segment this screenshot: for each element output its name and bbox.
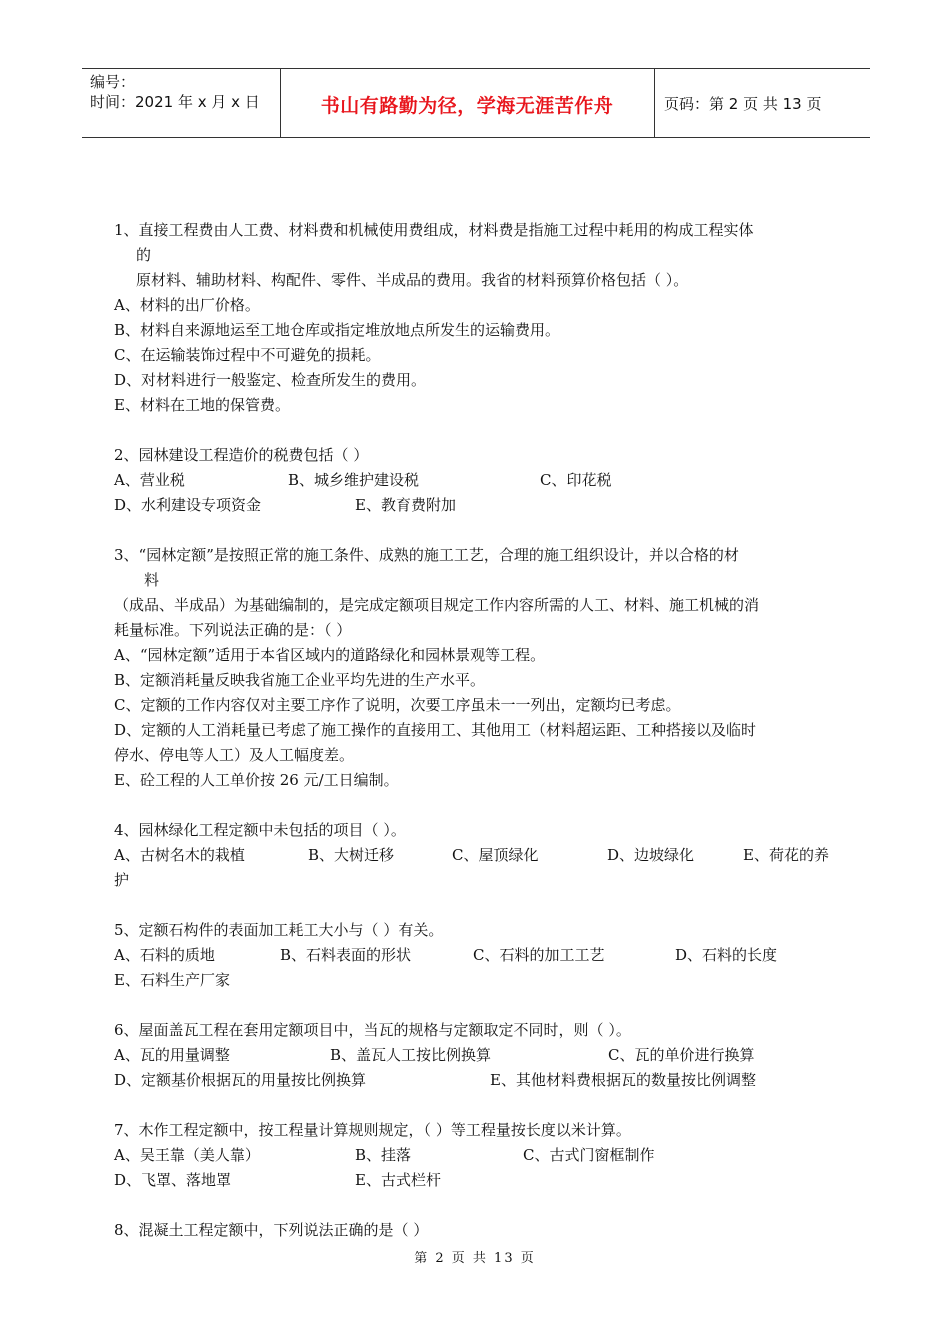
header-page-info: 页码：第 2 页 共 13 页: [664, 95, 822, 113]
option-c: C、在运输装饰过程中不可避免的损耗。: [114, 346, 381, 364]
code-label: 编号：: [90, 73, 136, 91]
option-e: E、其他材料费根据瓦的数量按比例调整: [490, 1071, 756, 1089]
option-b: B、城乡维护建设税: [288, 471, 420, 489]
header-meta: [90, 72, 260, 112]
question-stem: （成品、半成品）为基础编制的，是完成定额项目规定工作内容所需的人工、材料、施工机械的消: [114, 596, 760, 614]
time-label: 时间：2021 年 x 月 x 日: [90, 93, 260, 111]
option-b: B、材料自来源地运至工地仓库或指定堆放地点所发生的运输费用。: [114, 321, 561, 339]
option-d-wrap: 停水、停电等人工）及人工幅度差。: [114, 746, 355, 764]
option-e: E、教育费附加: [355, 496, 456, 514]
option-e: E、石料生产厂家: [114, 971, 230, 989]
question-stem-wrap: 的: [136, 246, 152, 264]
option-c: C、瓦的单价进行换算: [608, 1046, 755, 1064]
option-b: B、定额消耗量反映我省施工企业平均先进的生产水平。: [114, 671, 486, 689]
option-a: A、古树名木的栽植: [114, 846, 245, 864]
question-stem: 2、园林建设工程造价的税费包括（ ）: [114, 446, 369, 464]
exam-content: [114, 218, 844, 1243]
option-a: A、营业税: [114, 471, 185, 489]
option-c: C、定额的工作内容仅对主要工序作了说明，次要工序虽未一一列出，定额均已考虑。: [114, 696, 681, 714]
question-stem-wrap: 料: [144, 571, 160, 589]
question-stem: 耗量标准。下列说法正确的是：（ ）: [114, 621, 352, 639]
option-e: E、材料在工地的保管费。: [114, 396, 290, 414]
question-8: [114, 1218, 844, 1243]
option-a: A、瓦的用量调整: [114, 1046, 230, 1064]
option-a: A、石料的质地: [114, 946, 215, 964]
option-a: A、吴王靠（美人靠）: [114, 1146, 260, 1164]
option-d: D、飞罩、落地罩: [114, 1171, 232, 1189]
question-3: [114, 543, 844, 793]
question-5: [114, 918, 844, 993]
header-divider: [654, 69, 655, 137]
question-stem: 7、木作工程定额中，按工程量计算规则规定，（ ）等工程量按长度以米计算。: [114, 1121, 631, 1139]
option-c: C、石料的加工工艺: [473, 946, 605, 964]
option-a: A、材料的出厂价格。: [114, 296, 260, 314]
page-footer: 第 2 页 共 13 页: [414, 1251, 536, 1266]
option-e: E、砼工程的人工单价按 26 元/工日编制。: [114, 771, 399, 789]
question-stem: 1、直接工程费由人工费、材料费和机械使用费组成，材料费是指施工过程中耗用的构成工程实体: [114, 221, 754, 239]
question-4: [114, 818, 844, 893]
option-e: E、荷花的养: [743, 846, 829, 864]
option-c: C、屋顶绿化: [452, 846, 539, 864]
option-b: B、盖瓦人工按比例换算: [330, 1046, 492, 1064]
question-6: [114, 1018, 844, 1093]
option-d: D、对材料进行一般鉴定、检查所发生的费用。: [114, 371, 427, 389]
option-e-wrap: 护: [114, 871, 130, 889]
header-motto: 书山有路勤为径，学海无涯苦作舟: [320, 95, 614, 117]
question-stem: 5、定额石构件的表面加工耗工大小与（ ）有关。: [114, 921, 444, 939]
option-d: D、水利建设专项资金: [114, 496, 262, 514]
option-c: C、古式门窗框制作: [523, 1146, 655, 1164]
question-7: [114, 1118, 844, 1193]
question-1: [114, 218, 844, 418]
option-b: B、大树迁移: [308, 846, 395, 864]
option-e: E、古式栏杆: [355, 1171, 441, 1189]
question-stem: 8、混凝土工程定额中，下列说法正确的是（ ）: [114, 1221, 429, 1239]
option-a: A、“园林定额”适用于本省区域内的道路绿化和园林景观等工程。: [114, 646, 546, 664]
option-d: D、定额的人工消耗量已考虑了施工操作的直接用工、其他用工（材料超运距、工种搭接以及临时: [114, 721, 757, 739]
option-d: D、定额基价根据瓦的用量按比例换算: [114, 1071, 367, 1089]
question-2: [114, 443, 844, 518]
option-c: C、印花税: [540, 471, 612, 489]
option-d: D、边坡绿化: [607, 846, 695, 864]
page-header: [82, 68, 870, 138]
question-stem: 原材料、辅助材料、构配件、零件、半成品的费用。我省的材料预算价格包括（ ）。: [136, 271, 689, 289]
question-stem: 6、屋面盖瓦工程在套用定额项目中，当瓦的规格与定额取定不同时，则（ ）。: [114, 1021, 631, 1039]
option-b: B、挂落: [355, 1146, 412, 1164]
question-stem: 4、园林绿化工程定额中未包括的项目（ ）。: [114, 821, 406, 839]
option-b: B、石料表面的形状: [280, 946, 412, 964]
question-stem: 3、“园林定额”是按照正常的施工条件、成熟的施工工艺，合理的施工组织设计，并以合格的材: [114, 546, 739, 564]
option-d: D、石料的长度: [675, 946, 778, 964]
